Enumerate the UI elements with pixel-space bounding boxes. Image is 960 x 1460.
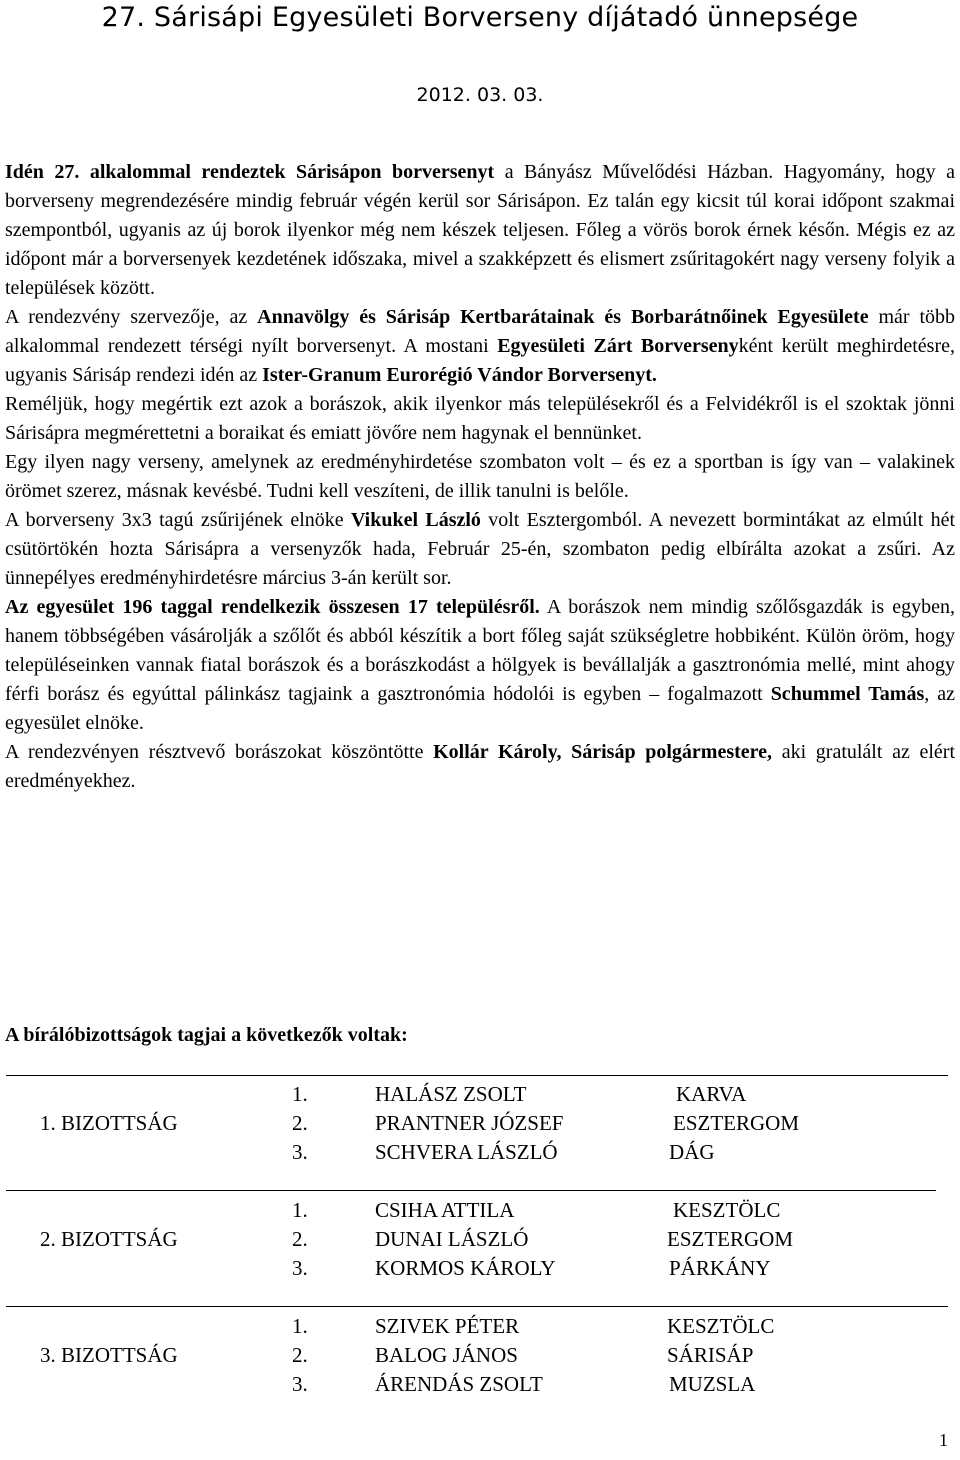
bold-text: Kollár Károly, Sárisáp polgármestere, — [433, 741, 773, 763]
committee-member-row — [0, 1109, 960, 1138]
member-name: CSIHA ATTILA — [375, 1198, 515, 1222]
paragraph-organizer: A rendezvény szervezője, az Annavölgy és Sárisáp Kertbarátainak és Borbarátnőinek Egyesülete már több alkalommal rendezett térségi nyílt borversenyt. A mostani Egyesületi Zárt Borversenyként került meghirdetésre, ugyanis Sárisáp rendezi idén az Ister-Granum Eurorégió Vándor Borversenyt. — [5, 306, 956, 386]
bold-text: Schummel Tamás — [770, 683, 925, 705]
event-date: 2012. 03. 03. — [416, 84, 544, 106]
member-town: KARVA — [676, 1082, 747, 1106]
member-number: 2. — [292, 1111, 308, 1135]
bold-text: Egyesületi Zárt Borverseny — [497, 335, 739, 357]
committee-block — [0, 1312, 960, 1400]
member-town: KESZTÖLC — [673, 1198, 781, 1222]
bold-text: Az egyesület 196 taggal rendelkezik összesen 17 településről. — [5, 596, 540, 618]
member-name: DUNAI LÁSZLÓ — [375, 1227, 529, 1251]
committee-block — [0, 1080, 960, 1168]
member-number: 1. — [292, 1198, 308, 1222]
member-town: ESZTERGOM — [667, 1227, 793, 1251]
divider — [6, 1190, 936, 1191]
bold-text: Idén 27. alkalommal rendeztek Sárisápon borversenyt — [5, 161, 495, 183]
committee-member-row — [0, 1138, 960, 1167]
committee-member-row — [0, 1341, 960, 1370]
member-number: 3. — [292, 1256, 308, 1280]
member-number: 1. — [292, 1314, 308, 1338]
committee-member-row — [0, 1254, 960, 1283]
divider — [6, 1075, 948, 1076]
committee-member-row — [0, 1312, 960, 1341]
member-number: 3. — [292, 1140, 308, 1164]
committee-block — [0, 1196, 960, 1284]
bold-text: Annavölgy és Sárisáp Kertbarátainak és Borbarátnőinek Egyesülete — [257, 306, 869, 328]
paragraph-association: Az egyesület 196 taggal rendelkezik összesen 17 településről. A borászok nem mindig szőlősgazdák is egyben, hanem többségében vásárolják a szőlőt és abból készítik a bort főleg saját szükségletre hobbiként. Külön öröm, hogy településeinken vannak fiatal borászok és a borászkodást a hölgyek is bevállalják a gasztronómia mellé, mint ahogy férfi borász és egyúttal pálinkász tagjaink a gasztronómia hódolói is egyben – fogalmazott Schummel Tamás, az egyesület elnöke. — [5, 596, 955, 734]
member-name: BALOG JÁNOS — [375, 1343, 518, 1367]
committee-label: 2. BIZOTTSÁG — [40, 1227, 178, 1251]
committee-member-row — [0, 1080, 960, 1109]
member-town: SÁRISÁP — [667, 1343, 754, 1367]
paragraph-greeting: A rendezvényen résztvevő borászokat köszöntötte Kollár Károly, Sárisáp polgármestere, aki gratulált az elért eredményekhez. — [5, 741, 956, 792]
member-name: SCHVERA LÁSZLÓ — [375, 1140, 558, 1164]
member-name: HALÁSZ ZSOLT — [375, 1082, 527, 1106]
committee-member-row — [0, 1225, 960, 1254]
member-town: PÁRKÁNY — [669, 1256, 771, 1280]
member-number: 2. — [292, 1343, 308, 1367]
bold-text: Ister-Granum Eurorégió Vándor Borversenyt. — [262, 364, 657, 386]
page-number: 1 — [939, 1430, 948, 1450]
member-town: ESZTERGOM — [673, 1111, 799, 1135]
committees-heading: A bírálóbizottságok tagjai a következők voltak: — [5, 1024, 408, 1046]
committee-member-row — [0, 1196, 960, 1225]
member-number: 2. — [292, 1227, 308, 1251]
paragraph-competition: Egy ilyen nagy verseny, amelynek az eredményhirdetése szombaton volt – és ez a sportban is így van – valakinek örömet szerez, másnak kevésbé. Tudni kell veszíteni, de illik tanulni is belőle. — [5, 451, 955, 502]
member-number: 1. — [292, 1082, 308, 1106]
member-name: SZIVEK PÉTER — [375, 1314, 520, 1338]
paragraph-jury: A borverseny 3x3 tagú zsűrijének elnöke Vikukel László volt Esztergomból. A nevezett bormintákat az elmúlt hét csütörtökén hozta Sárisápra a versenyzők hada, Február 25-én, szombaton pedig elbírálta azokat a zsűri. Az ünnepélyes eredményhirdetésre március 3-án került sor. — [5, 509, 956, 589]
divider — [6, 1306, 948, 1307]
member-name: KORMOS KÁROLY — [375, 1256, 556, 1280]
bold-text: Vikukel László — [350, 509, 481, 531]
member-name: ÁRENDÁS ZSOLT — [375, 1372, 543, 1396]
member-number: 3. — [292, 1372, 308, 1396]
committee-label: 3. BIZOTTSÁG — [40, 1343, 178, 1367]
paragraph-hope: Reméljük, hogy megértik ezt azok a borászok, akik ilyenkor más településekről és a Felvidékről is el szoktak jönni Sárisápra megmérettetni a boraikat és emiatt jövőre nem hagynak el bennünket. — [5, 393, 955, 444]
member-name: PRANTNER JÓZSEF — [375, 1111, 564, 1135]
paragraph-intro: Idén 27. alkalommal rendeztek Sárisápon borversenyt a Bányász Művelődési Házban. Hagyomány, hogy a borverseny megrendezésére mindig február végén kerül sor Sárisápon. Ez talán egy kicsit túl korai időpont szakmai szempontból, ugyanis az új borok ilyenkor még nem készek teljesen. Főleg a vörös borok érnek későn. Mégis ez az időpont már a borversenyek kezdetének időszaka, mivel a szakképzett és elismert zsűritagokért nagy verseny folyik a települések között. — [5, 161, 955, 299]
committee-member-row — [0, 1370, 960, 1399]
member-town: MUZSLA — [669, 1372, 756, 1396]
committee-label: 1. BIZOTTSÁG — [40, 1111, 178, 1135]
member-town: DÁG — [669, 1140, 715, 1164]
member-town: KESZTÖLC — [667, 1314, 775, 1338]
article-body — [5, 158, 955, 796]
page-title: 27. Sárisápi Egyesületi Borverseny díjátadó ünnepsége — [101, 2, 859, 33]
